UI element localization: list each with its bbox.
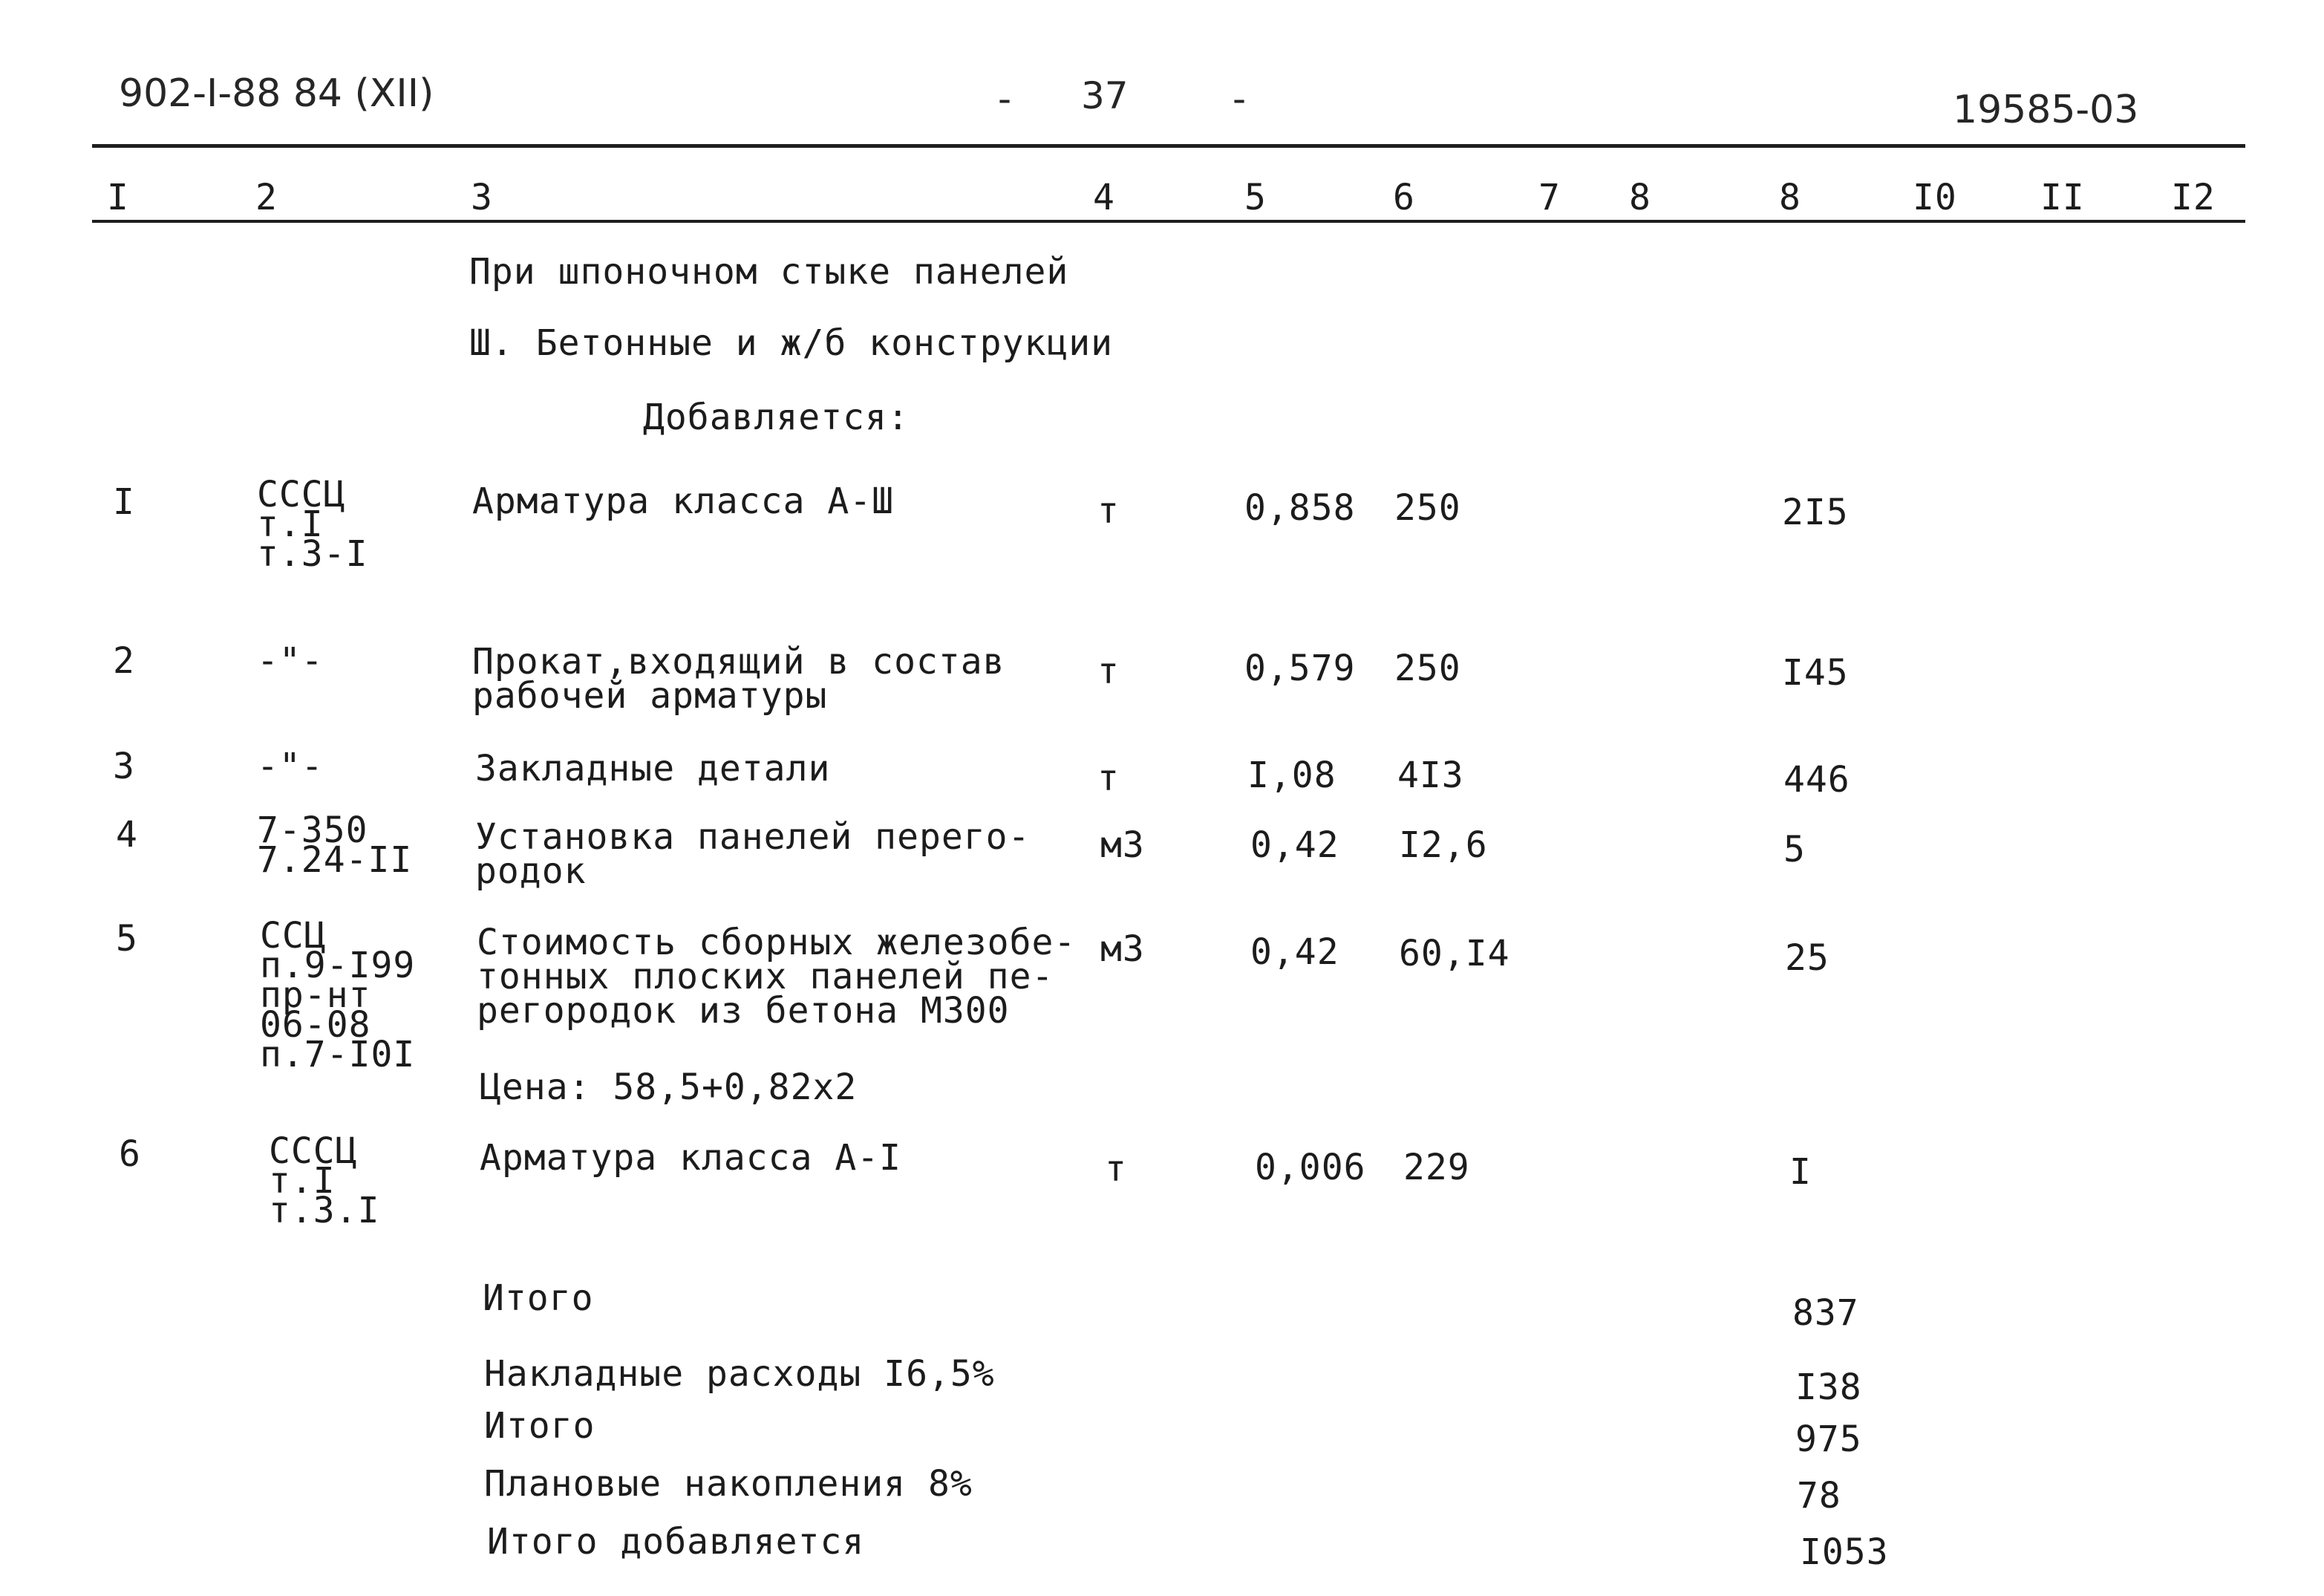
row-description-line: регородок из бетона М300 [477, 990, 1010, 1032]
row-description-line: родок [475, 850, 587, 892]
row-total: I45 [1782, 652, 1849, 694]
row-code: -"- [257, 640, 324, 682]
summary-value: 78 [1797, 1475, 1841, 1517]
summary-value: 837 [1792, 1292, 1859, 1334]
row-code [257, 474, 368, 575]
row-description [475, 748, 831, 789]
row-price: 4I3 [1397, 755, 1464, 796]
section-line-1: При шпоночном стыке панелей [469, 251, 1069, 293]
column-header-4: 4 [1093, 177, 1115, 218]
row-total: 446 [1783, 759, 1850, 801]
row-description-line: Арматура класса А-I [480, 1137, 902, 1179]
row-price: 60,I4 [1399, 933, 1510, 974]
header-top-rule [92, 144, 2245, 148]
column-header-11: II [2040, 177, 2085, 218]
row-code-line: т.I [257, 504, 324, 545]
summary-value: 975 [1795, 1419, 1862, 1460]
row-code-line: т.3-I [257, 533, 368, 575]
column-header-9: 8 [1779, 177, 1801, 218]
row-quantity: 0,858 [1244, 487, 1356, 529]
page-dash-left: - [998, 77, 1012, 120]
summary-label: Итого [484, 1405, 595, 1447]
row-quantity: 0,579 [1244, 648, 1356, 689]
section-line-2: Ш. Бетонные и ж/б конструкции [469, 322, 1114, 364]
row-code-line: т.I [269, 1160, 336, 1202]
column-header-1: I [107, 177, 129, 218]
row-code-line: пр-нт [260, 974, 371, 1016]
row-unit: т [1097, 758, 1120, 799]
row-code-line: 06-08 [260, 1004, 371, 1046]
row-number: 5 [116, 918, 138, 960]
row-description-line: рабочей арматуры [472, 675, 828, 717]
column-header-10: I0 [1913, 177, 1957, 218]
row-code-line: ССЦ [260, 915, 327, 957]
row-description [475, 816, 1031, 892]
row-description [472, 641, 1005, 717]
column-header-7: 7 [1538, 177, 1561, 218]
row-quantity: 0,42 [1250, 824, 1339, 866]
page-number: 37 [1081, 74, 1129, 117]
row-description-line: Прокат,входящий в состав [472, 641, 1005, 683]
row-price: 250 [1394, 487, 1461, 529]
summary-label: Накладные расходы I6,5% [484, 1353, 995, 1395]
row-price: 229 [1403, 1147, 1470, 1188]
row-unit: т [1105, 1148, 1127, 1190]
row-code-line: СССЦ [269, 1130, 358, 1172]
column-header-5: 5 [1244, 177, 1267, 218]
row-unit: м3 [1100, 824, 1145, 866]
row-description [477, 922, 1077, 1032]
row-quantity: I,08 [1247, 755, 1336, 796]
column-header-2: 2 [255, 177, 278, 218]
row-quantity: 0,006 [1255, 1147, 1366, 1188]
row-code [257, 810, 413, 881]
row-code [269, 1130, 380, 1231]
column-header-3: 3 [471, 177, 493, 218]
row-description [480, 1137, 902, 1179]
row-code [260, 915, 416, 1075]
row-number: 2 [113, 640, 135, 682]
row-code-line: п.9-I99 [260, 945, 416, 986]
row-number: 3 [113, 746, 135, 787]
row-unit: т [1097, 651, 1120, 692]
row-code-line: т.3.I [269, 1190, 380, 1231]
summary-value: I38 [1795, 1367, 1862, 1408]
column-header-6: 6 [1393, 177, 1415, 218]
page-dash-right: - [1233, 77, 1247, 120]
row-quantity: 0,42 [1250, 931, 1339, 973]
summary-value: I053 [1800, 1531, 1889, 1573]
row-number: 6 [119, 1133, 141, 1175]
column-header-8: 8 [1629, 177, 1651, 218]
row-unit: т [1097, 490, 1120, 532]
column-header-12: I2 [2171, 177, 2216, 218]
row-code-line: СССЦ [257, 474, 346, 515]
row-description-line: Арматура класса А-Ш [472, 481, 895, 522]
row-description [472, 481, 895, 522]
row-description-line: Закладные детали [475, 748, 831, 789]
row-code-line: 7-350 [257, 810, 368, 851]
row-description-line: Установка панелей перего- [475, 816, 1031, 858]
summary-label: Итого [483, 1277, 594, 1319]
row-total: 25 [1785, 937, 1830, 979]
row-price: I2,6 [1399, 824, 1488, 866]
row-description-line: Стоимость сборных железобе- [477, 922, 1077, 963]
document-code: 902-I-88 84 (XII) [119, 71, 434, 116]
row-total: I [1789, 1151, 1812, 1193]
row-number: 4 [116, 814, 138, 856]
row-total: 2I5 [1782, 492, 1849, 533]
summary-label: Плановые накопления 8% [484, 1463, 973, 1505]
row-price-formula: Цена: 58,5+0,82x2 [480, 1066, 858, 1108]
row-unit: м3 [1100, 928, 1145, 970]
row-description-line: тонных плоских панелей пе- [477, 956, 1054, 997]
row-code-line: 7.24-II [257, 839, 413, 881]
row-number: I [113, 481, 135, 523]
row-total: 5 [1783, 829, 1806, 870]
row-code-line: п.7-I0I [260, 1034, 416, 1075]
row-price: 250 [1394, 648, 1461, 689]
column-header-rule [92, 220, 2245, 223]
row-code: -"- [257, 746, 324, 787]
summary-label: Итого добавляется [487, 1521, 865, 1563]
inventory-number: 19585-03 [1953, 88, 2139, 132]
section-line-3: Добавляется: [643, 397, 910, 438]
